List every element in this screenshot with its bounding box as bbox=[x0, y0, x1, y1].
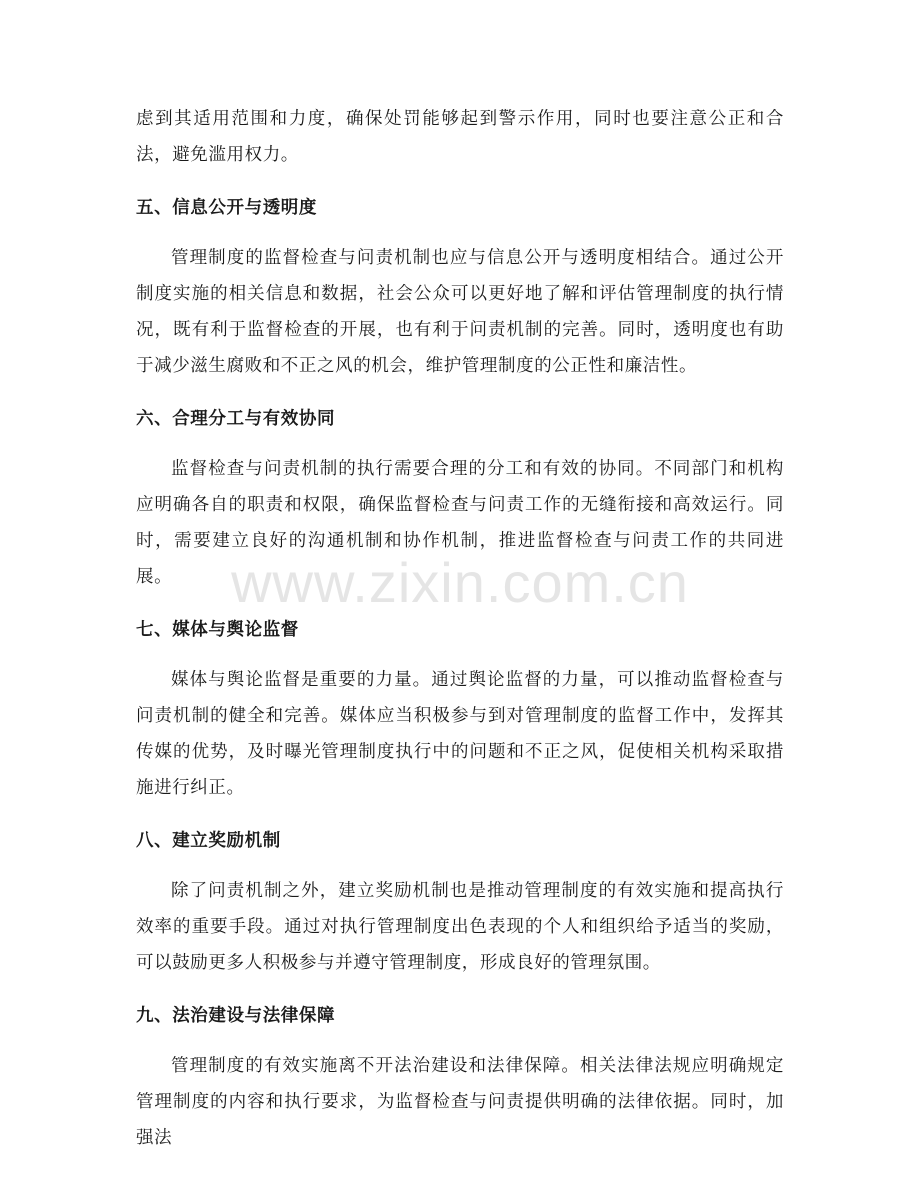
section-heading-8: 八、建立奖励机制 bbox=[136, 831, 281, 851]
document-body bbox=[136, 101, 784, 1156]
section-heading-5: 五、信息公开与透明度 bbox=[136, 198, 317, 218]
intro-paragraph: 虑到其适用范围和力度，确保处罚能够起到警示作用，同时也要注意公正和合法，避免滥用权力。 bbox=[136, 109, 784, 165]
section-heading-6: 六、合理分工与有效协同 bbox=[136, 409, 336, 429]
watermark: www.zixin.com.cn bbox=[231, 551, 689, 614]
section-paragraph-5: 管理制度的监督检查与问责机制也应与信息公开与透明度相结合。通过公开制度实施的相关信息和数据，社会公众可以更好地了解和评估管理制度的执行情况，既有利于监督检查的开展，也有利于问责机制的完善。同时，透明度也有助于减少滋生腐败和不正之风的机会，维护管理制度的公正性和廉洁性。 bbox=[136, 248, 784, 376]
section-heading-7: 七、媒体与舆论监督 bbox=[136, 620, 299, 640]
section-paragraph-8: 除了问责机制之外，建立奖励机制也是推动管理制度的有效实施和提高执行效率的重要手段。通过对执行管理制度出色表现的个人和组织给予适当的奖励，可以鼓励更多人积极参与并遵守管理制度，形成良好的管理氛围。 bbox=[136, 881, 784, 973]
section-paragraph-7: 媒体与舆论监督是重要的力量。通过舆论监督的力量，可以推动监督检查与问责机制的健全和完善。媒体应当积极参与到对管理制度的监督工作中，发挥其传媒的优势，及时曝光管理制度执行中的问题和不正之风，促使相关机构采取措施进行纠正。 bbox=[136, 670, 784, 798]
section-paragraph-6: 监督检查与问责机制的执行需要合理的分工和有效的协同。不同部门和机构应明确各自的职责和权限，确保监督检查与问责工作的无缝衔接和高效运行。同时，需要建立良好的沟通机制和协作机制，推进监督检查与问责工作的共同进展。 bbox=[136, 459, 784, 587]
section-paragraph-9: 管理制度的有效实施离不开法治建设和法律保障。相关法律法规应明确规定管理制度的内容和执行要求，为监督检查与问责提供明确的法律依据。同时，加强法 bbox=[136, 1056, 784, 1148]
section-heading-9: 九、法治建设与法律保障 bbox=[136, 1006, 336, 1026]
